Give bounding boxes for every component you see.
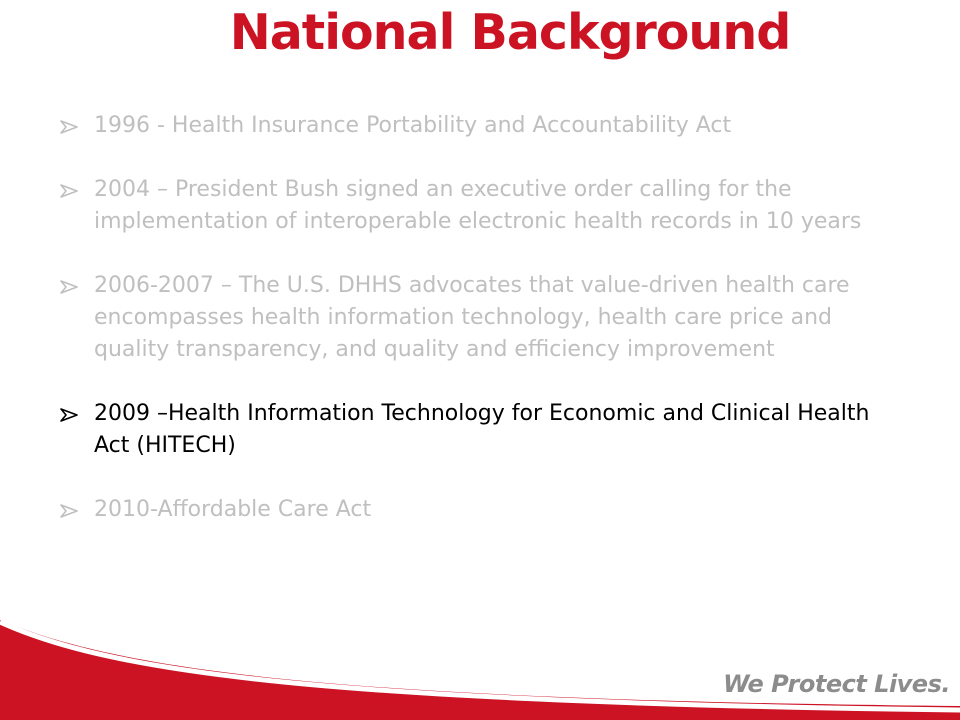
slide-title: National Background xyxy=(229,4,791,61)
arrow-bullet-icon xyxy=(60,280,78,294)
bullet-2004 xyxy=(60,174,880,238)
bullet-2010 xyxy=(60,494,880,526)
bullet-text: 2010-Affordable Care Act xyxy=(94,497,372,522)
bullet-list xyxy=(60,110,880,526)
brand-tagline: We Protect Lives. xyxy=(723,670,950,698)
bullet-text: 2009 –Health Information Technology for Economic and Clinical Health Act (HITECH) xyxy=(94,401,870,458)
bullet-text: 2006-2007 – The U.S. DHHS advocates that value-driven health care encompasses health information technology, health care price and quality transparency, and quality and efficiency improvement xyxy=(94,273,850,362)
footer-swoosh xyxy=(0,610,960,720)
bullet-2006-2007 xyxy=(60,270,880,366)
arrow-bullet-icon xyxy=(60,184,78,198)
bullet-text: 1996 - Health Insurance Portability and Accountability Act xyxy=(94,113,732,138)
arrow-bullet-icon xyxy=(60,504,78,518)
arrow-bullet-icon xyxy=(60,408,78,422)
arrow-bullet-icon xyxy=(60,120,78,134)
bullet-1996 xyxy=(60,110,880,142)
bullet-2009 xyxy=(60,398,880,462)
bullet-text: 2004 – President Bush signed an executive order calling for the implementation of interoperable electronic health records in 10 years xyxy=(94,177,862,234)
